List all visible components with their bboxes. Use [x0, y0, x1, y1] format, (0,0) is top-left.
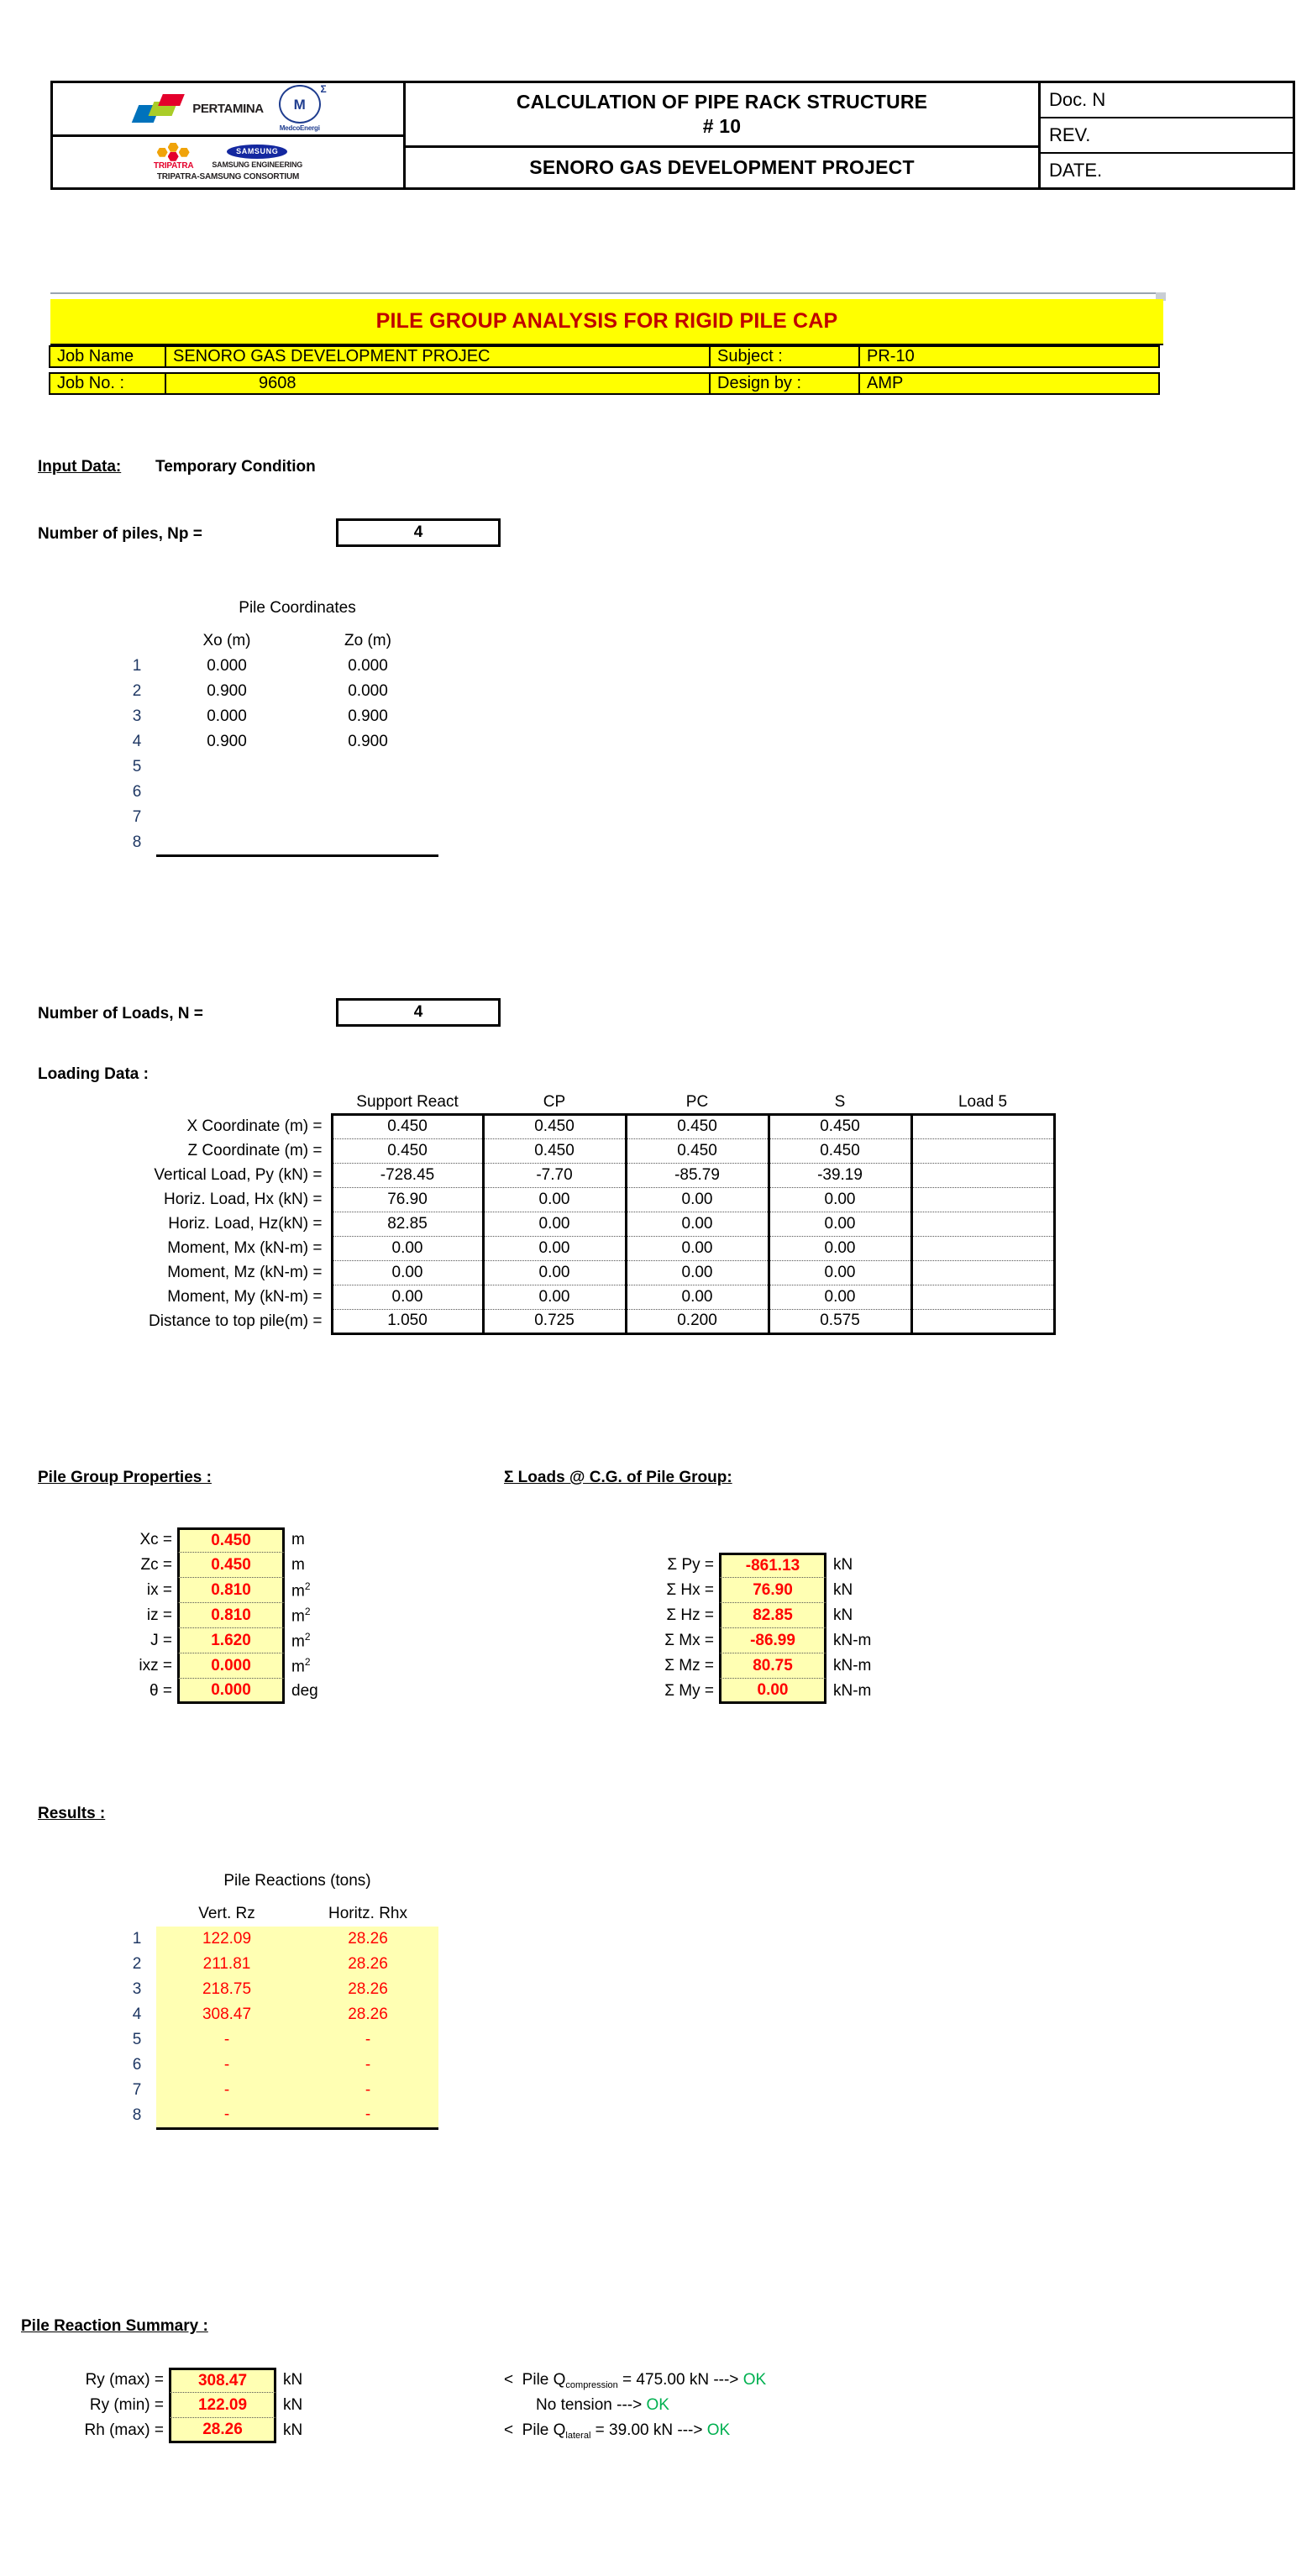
load-value[interactable]: 0.00 [332, 1236, 483, 1260]
sheet-banner-text: PILE GROUP ANALYSIS FOR RIGID PILE CAP [375, 309, 838, 333]
load-col-header-3: S [834, 1093, 846, 1112]
sum-label: Σ Hx = [666, 1581, 714, 1599]
row-index: 5 [132, 2031, 142, 2048]
loading-row [38, 1285, 1054, 1309]
table-row [118, 1952, 438, 1977]
sum-row-mx [638, 1628, 871, 1653]
load-value[interactable]: 0.575 [769, 1309, 911, 1333]
load-value[interactable]: 0.450 [769, 1138, 911, 1163]
check-q-subscript: lateral [565, 2431, 591, 2441]
prop-row-ix [97, 1578, 311, 1603]
loading-row [38, 1163, 1054, 1187]
cell-zo[interactable] [297, 754, 438, 780]
medco-m-letter: M [293, 96, 306, 113]
sum-label: Σ Py = [667, 1556, 714, 1574]
num-loads-input[interactable]: 4 [336, 998, 501, 1027]
load-col-header-0: Support React [356, 1093, 459, 1112]
row-index: 8 [132, 2106, 142, 2124]
load-value[interactable]: 0.00 [332, 1260, 483, 1285]
prop-unit: $m^2$ [291, 1655, 311, 1676]
table-subheader-row [118, 628, 438, 654]
sum-row-py [638, 1553, 853, 1578]
load-value[interactable]: 0.00 [483, 1285, 626, 1309]
prop-value: 0.450 [177, 1527, 285, 1553]
row-index: 1 [132, 1930, 142, 1948]
job-name-label: Job Name [49, 345, 166, 368]
status-badge-ok: OK [706, 2421, 731, 2439]
sum-label: Σ My = [664, 1682, 714, 1700]
cell-xo[interactable] [156, 754, 297, 780]
row-index: 7 [132, 2081, 142, 2099]
condition-label: Temporary Condition [155, 458, 316, 476]
num-piles-label: Number of piles, Np = [38, 525, 202, 543]
calculation-title-line2: # 10 [702, 114, 742, 137]
load-value[interactable]: -728.45 [332, 1163, 483, 1187]
load-value[interactable]: 0.725 [483, 1309, 626, 1333]
table-row [118, 2002, 438, 2027]
sheet-top-rule [50, 292, 1163, 294]
load-value[interactable]: 0.00 [769, 1212, 911, 1236]
sum-label: Σ Mz = [664, 1657, 714, 1674]
loading-row [38, 1309, 1054, 1333]
load-value[interactable]: 82.85 [332, 1212, 483, 1236]
load-value[interactable]: 0.00 [626, 1187, 769, 1212]
load-value[interactable] [911, 1138, 1054, 1163]
design-by-value[interactable]: AMP [858, 372, 1160, 395]
summary-value: 28.26 [169, 2418, 276, 2443]
prop-label: θ = [150, 1682, 172, 1700]
table-row [118, 2078, 438, 2103]
cell-rhx: 28.26 [297, 1952, 438, 1977]
summary-row-rhmax [0, 2418, 302, 2443]
load-value[interactable]: 0.00 [626, 1285, 769, 1309]
results-header-row [118, 1861, 438, 1901]
job-no-label: Job No. : [49, 372, 166, 395]
load-value[interactable]: 0.00 [626, 1236, 769, 1260]
sum-value: -861.13 [719, 1553, 826, 1578]
results-heading: Results : [38, 1805, 106, 1822]
summary-value: 122.09 [169, 2393, 276, 2418]
cell-rz: - [156, 2103, 297, 2128]
prop-value: 1.620 [177, 1628, 285, 1653]
load-row-label: Moment, My (kN-m) = [167, 1287, 323, 1306]
design-by-label: Design by : [709, 372, 860, 395]
prop-row-iz [97, 1603, 311, 1628]
table-row [118, 1977, 438, 2002]
load-value[interactable] [911, 1212, 1054, 1236]
load-row-label: Horiz. Load, Hx (kN) = [164, 1190, 323, 1208]
sum-value: 0.00 [719, 1679, 826, 1704]
load-row-label: X Coordinate (m) = [186, 1117, 323, 1135]
pertamina-wordmark: PERTAMINA [192, 101, 264, 116]
load-value[interactable] [911, 1260, 1054, 1285]
table-row [118, 830, 438, 855]
load-value[interactable]: -85.79 [626, 1163, 769, 1187]
summary-label: Ry (max) = [85, 2371, 164, 2389]
tripatra-wordmark: TRIPATRA [153, 160, 194, 171]
doc-no-label: Doc. N [1041, 83, 1293, 118]
loading-row [38, 1236, 1054, 1260]
cell-xo[interactable]: 0.900 [207, 733, 247, 750]
cell-zo[interactable] [297, 780, 438, 805]
cell-rz: - [156, 2078, 297, 2103]
check-q-subscript: compression [565, 2380, 618, 2390]
loading-row [38, 1114, 1054, 1138]
row-index: 5 [132, 758, 142, 775]
sum-row-hx [638, 1578, 853, 1603]
cell-zo[interactable]: 0.000 [348, 682, 388, 700]
sheet-banner [50, 299, 1163, 345]
project-title: SENORO GAS DEVELOPMENT PROJECT [529, 156, 915, 179]
rownum-spacer [118, 588, 156, 628]
rownum-spacer2 [118, 1901, 156, 1927]
load-value[interactable]: -7.70 [483, 1163, 626, 1187]
row-index: 3 [132, 707, 142, 725]
prop-label: ixz = [139, 1657, 172, 1674]
consortium-line: TRIPATRA-SAMSUNG CONSORTIUM [156, 171, 300, 181]
job-name-row [50, 345, 1160, 368]
summary-row-rymin [0, 2393, 302, 2418]
row-index: 8 [132, 833, 142, 851]
summary-unit: kN [283, 2371, 303, 2389]
row-index: 1 [132, 657, 142, 675]
load-value[interactable]: 0.00 [626, 1260, 769, 1285]
prop-value: 0.000 [177, 1653, 285, 1679]
col-header-zo: Zo (m) [344, 632, 391, 649]
load-value[interactable]: 0.00 [769, 1236, 911, 1260]
load-value[interactable]: 0.450 [483, 1114, 626, 1138]
table-row [118, 780, 438, 805]
subject-value[interactable]: PR-10 [858, 345, 1160, 368]
load-col-header-1: CP [543, 1093, 566, 1112]
check-no-tension [536, 2396, 669, 2415]
sum-row-mz [638, 1653, 871, 1679]
load-value[interactable]: 0.00 [769, 1285, 911, 1309]
table-row [118, 679, 438, 704]
prop-label: Zc = [140, 1556, 172, 1574]
pile-reactions-title: Pile Reactions (tons) [223, 1872, 371, 1890]
load-row-label: Distance to top pile(m) = [149, 1312, 323, 1330]
summary-row-rymax [0, 2368, 302, 2393]
load-value[interactable] [911, 1285, 1054, 1309]
rownum-spacer [118, 1861, 156, 1901]
cell-xo[interactable] [156, 830, 297, 855]
check-q-label: Pile Q [522, 2421, 566, 2439]
load-value[interactable]: 0.00 [483, 1260, 626, 1285]
cell-rz: - [156, 2027, 297, 2053]
load-value[interactable]: 76.90 [332, 1187, 483, 1212]
load-row-label: Vertical Load, Py (kN) = [154, 1165, 323, 1184]
sum-unit: kN [833, 1581, 853, 1599]
sum-value: -86.99 [719, 1628, 826, 1653]
row-index: 7 [132, 808, 142, 826]
sum-unit: kN-m [833, 1682, 872, 1700]
row-index: 2 [132, 1955, 142, 1973]
medco-wordmark: MedcoEnergi [279, 124, 320, 133]
load-value[interactable]: 0.450 [483, 1138, 626, 1163]
sum-unit: kN [833, 1556, 853, 1574]
load-value[interactable]: 0.450 [626, 1114, 769, 1138]
job-name-value[interactable]: SENORO GAS DEVELOPMENT PROJEC [165, 345, 711, 368]
table-row [118, 805, 438, 830]
load-value[interactable]: -39.19 [769, 1163, 911, 1187]
num-loads-label: Number of Loads, N = [38, 1005, 203, 1023]
prop-row-ixz [97, 1653, 311, 1679]
rev-label: REV. [1041, 118, 1293, 154]
load-value[interactable]: 0.450 [769, 1114, 911, 1138]
subject-label: Subject : [709, 345, 860, 368]
load-col-header-4: Load 5 [958, 1093, 1008, 1112]
pile-coordinates-title: Pile Coordinates [239, 599, 356, 617]
cell-zo[interactable]: 0.000 [348, 657, 388, 675]
loading-row [38, 1260, 1054, 1285]
load-value[interactable]: 0.00 [332, 1285, 483, 1309]
status-badge-ok: OK [646, 2396, 669, 2414]
cell-xo[interactable] [156, 805, 297, 830]
load-value[interactable]: 0.00 [483, 1212, 626, 1236]
cell-zo[interactable]: 0.900 [348, 733, 388, 750]
calculation-title-line1: CALCULATION OF PIPE RACK STRUCTURE [516, 91, 928, 113]
cell-rhx: - [297, 2078, 438, 2103]
load-value[interactable]: 0.450 [332, 1114, 483, 1138]
cell-rhx: - [297, 2053, 438, 2078]
cell-zo[interactable] [297, 805, 438, 830]
summary-unit: kN [283, 2396, 303, 2414]
load-value[interactable]: 0.450 [626, 1138, 769, 1163]
cell-zo[interactable]: 0.900 [348, 707, 388, 725]
prop-value: 0.450 [177, 1553, 285, 1578]
sum-value: 82.85 [719, 1603, 826, 1628]
sum-value: 76.90 [719, 1578, 826, 1603]
prop-label: iz = [146, 1606, 172, 1624]
prop-value: 0.810 [177, 1578, 285, 1603]
cell-rz: 211.81 [156, 1952, 297, 1977]
load-row-label: Moment, Mx (kN-m) = [167, 1238, 323, 1257]
sum-label: Σ Mx = [664, 1632, 714, 1649]
sum-unit: kN-m [833, 1632, 872, 1649]
prop-row-xc [97, 1527, 305, 1553]
table-row [118, 1927, 438, 1952]
cell-rz: - [156, 2053, 297, 2078]
row-index: 2 [132, 682, 142, 700]
load-value[interactable]: 0.200 [626, 1309, 769, 1333]
summary-value: 308.47 [169, 2368, 276, 2393]
summary-label: Ry (min) = [89, 2396, 164, 2414]
cell-rhx: 28.26 [297, 2002, 438, 2027]
cell-rz: 308.47 [156, 2002, 297, 2027]
table-row [118, 654, 438, 679]
prop-unit: deg [291, 1682, 318, 1700]
loading-row [38, 1138, 1054, 1163]
sum-value: 80.75 [719, 1653, 826, 1679]
col-header-xo: Xo (m) [202, 632, 251, 649]
prop-value: 0.000 [177, 1679, 285, 1704]
table-row [118, 2103, 438, 2128]
prop-row-theta [97, 1679, 318, 1704]
load-value[interactable] [911, 1163, 1054, 1187]
cell-xo[interactable]: 0.000 [207, 657, 247, 675]
load-value[interactable]: 0.00 [769, 1260, 911, 1285]
prop-row-zc [97, 1553, 305, 1578]
table-header-row [118, 588, 438, 628]
sum-unit: kN [833, 1606, 853, 1624]
cell-rhx: - [297, 2027, 438, 2053]
load-value[interactable]: 0.00 [769, 1187, 911, 1212]
prop-unit: $m^2$ [291, 1605, 311, 1626]
load-value[interactable]: 0.00 [483, 1236, 626, 1260]
cell-rhx: 28.26 [297, 1927, 438, 1952]
col-header-vert-rz: Vert. Rz [198, 1905, 255, 1922]
check-lt-symbol: < [504, 2421, 514, 2439]
load-value[interactable] [911, 1309, 1054, 1333]
results-subheader-row [118, 1901, 438, 1927]
load-value[interactable]: 1.050 [332, 1309, 483, 1333]
check-no-tension-text: No tension ---> [536, 2396, 643, 2414]
table-row [118, 2053, 438, 2078]
check-lt-symbol: < [504, 2371, 514, 2389]
load-value[interactable] [911, 1187, 1054, 1212]
check-q-value: = 39.00 kN ---> [590, 2421, 703, 2439]
check-q-value: = 475.00 kN ---> [617, 2371, 739, 2389]
load-row-label: Moment, Mz (kN-m) = [167, 1263, 323, 1281]
num-piles-input[interactable]: 4 [336, 518, 501, 547]
cell-rz: 218.75 [156, 1977, 297, 2002]
loading-row [38, 1212, 1054, 1236]
status-badge-ok: OK [742, 2371, 767, 2389]
summary-unit: kN [283, 2421, 303, 2439]
loading-data-table [38, 1092, 1056, 1335]
loading-data-heading: Loading Data : [38, 1065, 149, 1083]
summary-label: Rh (max) = [84, 2421, 164, 2439]
prop-label: J = [150, 1632, 172, 1649]
pile-group-properties-heading: Pile Group Properties : [38, 1469, 212, 1486]
row-index: 6 [132, 2056, 142, 2074]
table-row [118, 2027, 438, 2053]
samsung-badge-text: SAMSUNG [236, 147, 279, 156]
prop-unit: $m^2$ [291, 1580, 311, 1601]
check-lateral [504, 2421, 730, 2440]
pile-reactions-table [118, 1861, 438, 2130]
pile-reaction-summary-heading: Pile Reaction Summary : [21, 2317, 208, 2335]
sum-row-hz [638, 1603, 853, 1628]
rownum-spacer2 [118, 628, 156, 654]
row-index: 6 [132, 783, 142, 801]
prop-row-j [97, 1628, 311, 1653]
samsung-engineering-wordmark: SAMSUNG ENGINEERING [212, 160, 303, 169]
cell-rz: 122.09 [156, 1927, 297, 1952]
table-row [118, 729, 438, 754]
prop-value: 0.810 [177, 1603, 285, 1628]
pile-coordinates-table [118, 588, 438, 857]
check-q-label: Pile Q [522, 2371, 566, 2389]
col-header-horiz-rhx: Horitz. Rhx [328, 1905, 407, 1922]
load-value[interactable] [911, 1236, 1054, 1260]
prop-unit: m [291, 1556, 305, 1574]
load-col-header-2: PC [685, 1093, 709, 1112]
row-index: 3 [132, 1980, 142, 1998]
cell-xo[interactable]: 0.000 [207, 707, 247, 725]
sum-row-my [638, 1679, 871, 1704]
table-row [118, 754, 438, 780]
job-no-value[interactable]: 9608 [165, 372, 711, 395]
loading-row [38, 1187, 1054, 1212]
prop-unit: $m^2$ [291, 1630, 311, 1651]
prop-unit: m [291, 1531, 305, 1548]
load-value[interactable] [911, 1114, 1054, 1138]
check-compression [504, 2371, 766, 2389]
row-index: 4 [132, 733, 142, 750]
cell-xo[interactable]: 0.900 [207, 682, 247, 700]
medco-sigma-icon: Σ [320, 83, 327, 96]
cell-zo[interactable] [297, 830, 438, 855]
date-label: DATE. [1049, 160, 1103, 181]
sum-loads-heading: Σ Loads @ C.G. of Pile Group: [504, 1469, 732, 1486]
job-no-row [50, 372, 1160, 395]
load-row-label: Horiz. Load, Hz(kN) = [168, 1214, 323, 1233]
prop-label: Xc = [139, 1531, 172, 1548]
load-value[interactable]: 0.00 [626, 1212, 769, 1236]
cell-rhx: - [297, 2103, 438, 2128]
table-row [118, 704, 438, 729]
sum-unit: kN-m [833, 1657, 872, 1674]
sum-label: Σ Hz = [666, 1606, 714, 1624]
prop-label: ix = [146, 1581, 172, 1599]
load-value[interactable]: 0.450 [332, 1138, 483, 1163]
row-index: 4 [132, 2006, 142, 2023]
input-data-heading: Input Data: [38, 458, 122, 476]
loading-header-row [38, 1092, 1054, 1114]
load-row-label: Z Coordinate (m) = [187, 1141, 323, 1159]
cell-rhx: 28.26 [297, 1977, 438, 2002]
load-value[interactable]: 0.00 [483, 1187, 626, 1212]
cell-xo[interactable] [156, 780, 297, 805]
